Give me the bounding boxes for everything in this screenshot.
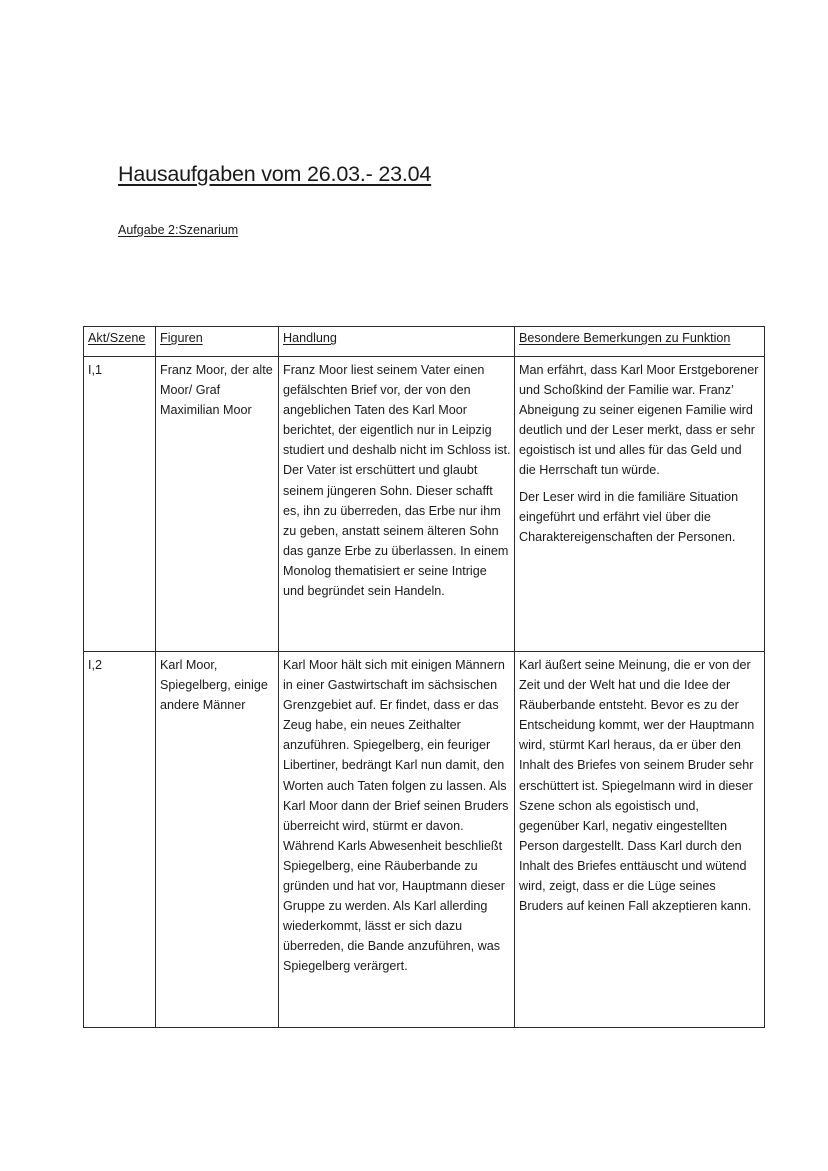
table-row [84, 652, 765, 1028]
cell-akt-szene: I,1 [84, 357, 156, 652]
header-handlung: Handlung [279, 327, 515, 357]
header-bemerkungen: Besondere Bemerkungen zu Funktion [515, 327, 765, 357]
header-akt-szene: Akt/Szene [84, 327, 156, 357]
cell-figuren: Franz Moor, der alte Moor/ Graf Maximilian Moor [156, 357, 279, 652]
bemerkung-paragraph: Karl äußert seine Meinung, die er von der Zeit und der Welt hat und die Idee der Räuberbande entsteht. Bevor es zu der Entscheidung kommt, wer der Hauptmann wird, stürmt Karl heraus, da er über den Inhalt des Briefes von seinem Bruder sehr erschüttert ist. Spiegelmann wird in dieser Szene schon als egoistisch und, gegenüber Karl, negativ eingestellten Person dargestellt. Dass Karl durch den Inhalt des Briefes enttäuscht und wütend wird, zeigt, dass er die Lüge seines Bruders auf keinen Fall akzeptieren kann. [519, 658, 755, 914]
cell-akt-szene: I,2 [84, 652, 156, 1028]
cell-handlung: Karl Moor hält sich mit einigen Männern in einer Gastwirtschaft im sächsischen Grenzgebiet auf. Er findet, dass er das Zeug habe, ein neues Zeithalter anzuführen. Spiegelberg, ein feuriger Libertiner, bedrängt Karl nun damit, den Worten auch Taten folgen zu lassen. Als Karl Moor dann der Brief seinen Bruders überreicht wird, stürmt er davon. Während Karls Abwesenheit beschließt Spiegelberg, eine Räuberbande zu gründen und hat vor, Hauptmann dieser Gruppe zu werden. Als Karl allerding wiederkommt, lässt er sich dazu überreden, die Bande anzuführen, was Spiegelberg verärgert. [279, 652, 515, 1028]
cell-bemerkungen [515, 652, 765, 1028]
task-subtitle: Aufgabe 2:Szenarium [118, 223, 239, 237]
bemerkung-paragraph: Man erfährt, dass Karl Moor Erstgeborener und Schoßkind der Familie war. Franz’ Abneigung zu seiner eigenen Familie wird deutlich und der Leser merkt, dass er sehr egoistisch ist und alles für das Geld und die Herrschaft tun würde. [519, 363, 759, 478]
table-row [84, 357, 765, 652]
scenario-table [83, 326, 765, 1028]
cell-bemerkungen [515, 357, 765, 652]
header-figuren: Figuren [156, 327, 279, 357]
table-header-row [84, 327, 765, 357]
cell-figuren: Karl Moor, Spiegelberg, einige andere Männer [156, 652, 279, 1028]
cell-handlung: Franz Moor liest seinem Vater einen gefälschten Brief vor, der von den angeblichen Taten des Karl Moor berichtet, der eigentlich nur in Leipzig studiert und deshalb nicht im Schloss ist. Der Vater ist erschüttert und glaubt seinem jüngeren Sohn. Dieser schafft es, ihn zu überreden, das Erbe nur ihm zu geben, anstatt seinem älteren Sohn das ganze Erbe zu überlassen. In einem Monolog thematisiert er seine Intrige und begründet sein Handeln. [279, 357, 515, 652]
bemerkung-paragraph: Der Leser wird in die familiäre Situation eingeführt und erfährt viel über die Charaktereigenschaften der Personen. [519, 489, 739, 544]
page-title: Hausaufgaben vom 26.03.- 23.04 [118, 162, 432, 186]
